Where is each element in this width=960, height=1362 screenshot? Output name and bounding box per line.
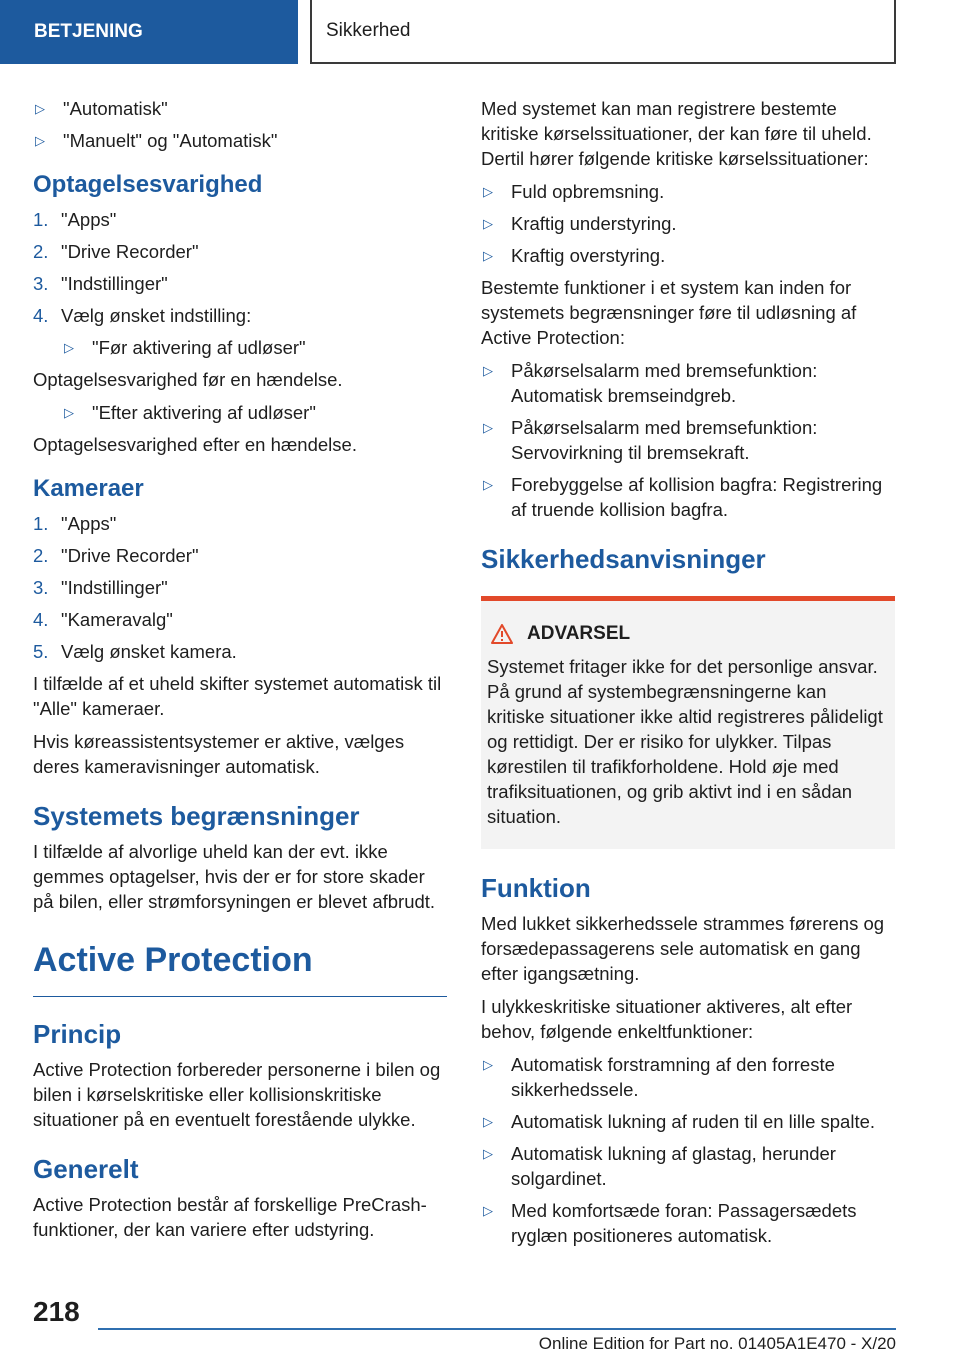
list-item: ▷ Automatisk lukning af glastag, herunder solgardinet. (483, 1143, 836, 1189)
list-item: ▷ "Manuelt" og "Automatisk" (35, 130, 278, 151)
step: 3. "Indstillinger" (33, 577, 168, 598)
triangle-bullet-icon: ▷ (483, 184, 493, 199)
section-tab (0, 0, 298, 64)
triangle-bullet-icon: ▷ (35, 133, 45, 148)
list-item: ▷ Kraftig understyring. (483, 213, 677, 234)
step: 4. Vælg ønsket indstilling: (33, 305, 252, 326)
step: 1. "Apps" (33, 209, 117, 230)
step: 1. "Apps" (33, 513, 117, 534)
list-item: ▷ Forebyggelse af kollision bagfra: Registrering af truende kollision bagfra. (483, 474, 883, 520)
right-column (481, 96, 895, 1255)
paragraph: Hvis køreassistentsystemer er aktive, vælges deres kameravisninger automatisk. (33, 731, 405, 777)
heading-princip: Princip (33, 1019, 122, 1049)
step: 5. Vælg ønsket kamera. (33, 641, 237, 662)
list-item: ▷ Påkørselsalarm med bremsefunktion: Servovirkning til bremsekraft. (483, 417, 818, 463)
triangle-bullet-icon: ▷ (64, 405, 74, 420)
triangle-bullet-icon: ▷ (35, 101, 45, 116)
section-label: BETJENING (34, 21, 143, 42)
list-item: ▷ "Før aktivering af udløser" (64, 337, 306, 358)
step: 2. "Drive Recorder" (33, 241, 199, 262)
list-item: ▷ "Automatisk" (35, 98, 168, 119)
warning-text: Systemet fritager ikke for det personlige ansvar. På grund af systembegrænsningerne kan kritiske situationer ikke altid registreres pålideligt og rettidigt. Der er risiko for ulykker. Tilpas kørestilen til trafikforholdene. Hold øje med trafiksituationen, og grib aktivt ind i en sådan situation. (487, 656, 883, 827)
paragraph: Active Protection består af forskellige PreCrash-funktioner, der kan variere efter udstyring. (33, 1194, 427, 1240)
triangle-bullet-icon: ▷ (483, 248, 493, 263)
heading-sikkerhedsanvisninger: Sikkerhedsanvisninger (481, 544, 766, 574)
heading-kameraer: Kameraer (33, 475, 144, 502)
list-item: ▷ "Efter aktivering af udløser" (64, 402, 316, 423)
heading-generelt: Generelt (33, 1154, 139, 1184)
footer-edition: Online Edition for Part no. 01405A1E470 - X/20 (538, 1334, 896, 1353)
list-item: ▷ Kraftig overstyring. (483, 245, 666, 266)
list-item: ▷ Med komfortsæde foran: Passagersædets ryglæn positioneres automatisk. (483, 1200, 857, 1246)
list-item: ▷ Automatisk lukning af ruden til en lille spalte. (483, 1111, 876, 1132)
heading-funktion: Funktion (481, 873, 591, 903)
page-number: 218 (33, 1296, 80, 1327)
paragraph: Med lukket sikkerhedssele strammes førerens og forsædepassagerens sele automatisk en gang efter igangsætning. (481, 913, 885, 984)
triangle-bullet-icon: ▷ (483, 477, 493, 492)
footer-rule (98, 1328, 896, 1330)
paragraph: I tilfælde af alvorlige uheld kan der evt. ikke gemmes optagelser, hvis der er for store skader på bilen, eller strømforsyningen er blevet afbrudt. (33, 841, 436, 912)
list-item: ▷ Påkørselsalarm med bremsefunktion: Automatisk bremseindgreb. (483, 360, 818, 406)
paragraph: I ulykkeskritiske situationer aktiveres, alt efter behov, følgende enkeltfunktioner: (481, 996, 853, 1042)
triangle-bullet-icon: ▷ (64, 340, 74, 355)
paragraph: I tilfælde af et uheld skifter systemet automatisk til "Alle" kameraer. (33, 673, 442, 719)
step: 2. "Drive Recorder" (33, 545, 199, 566)
triangle-bullet-icon: ▷ (483, 363, 493, 378)
warning-icon (491, 624, 513, 644)
warning-title: ADVARSEL (487, 621, 889, 646)
triangle-bullet-icon: ▷ (483, 216, 493, 231)
chapter-label: Sikkerhed (326, 20, 411, 41)
step: 4. "Kameravalg" (33, 609, 173, 630)
triangle-bullet-icon: ▷ (483, 1203, 493, 1218)
warning-box (481, 596, 895, 849)
paragraph: Active Protection forbereder personerne i bilen og bilen i kørselskritiske eller kollisionskritiske situationer på en eventuelt forestående ulykke. (33, 1059, 441, 1130)
step: 3. "Indstillinger" (33, 273, 168, 294)
heading-begraensninger: Systemets begrænsninger (33, 801, 360, 831)
note: Optagelsesvarighed før en hændelse. (33, 369, 343, 390)
triangle-bullet-icon: ▷ (483, 420, 493, 435)
triangle-bullet-icon: ▷ (483, 1146, 493, 1161)
paragraph: Med systemet kan man registrere bestemte kritiske kørselssituationer, der kan føre til uheld. Dertil hører følgende kritiske kørselssituationer: (481, 98, 872, 169)
triangle-bullet-icon: ▷ (483, 1114, 493, 1129)
paragraph: Bestemte funktioner i et system kan inden for systemets begrænsninger føre til udløsning af Active Protection: (481, 277, 857, 348)
triangle-bullet-icon: ▷ (483, 1057, 493, 1072)
heading-optagelsesvarighed: Optagelsesvarighed (33, 171, 263, 198)
note: Optagelsesvarighed efter en hændelse. (33, 434, 357, 455)
left-column (33, 96, 447, 1250)
chapter-tab (310, 0, 896, 64)
heading-active-protection: Active Protection (33, 940, 447, 997)
list-item: ▷ Fuld opbremsning. (483, 181, 665, 202)
list-item: ▷ Automatisk forstramning af den forreste sikkerhedssele. (483, 1054, 835, 1100)
